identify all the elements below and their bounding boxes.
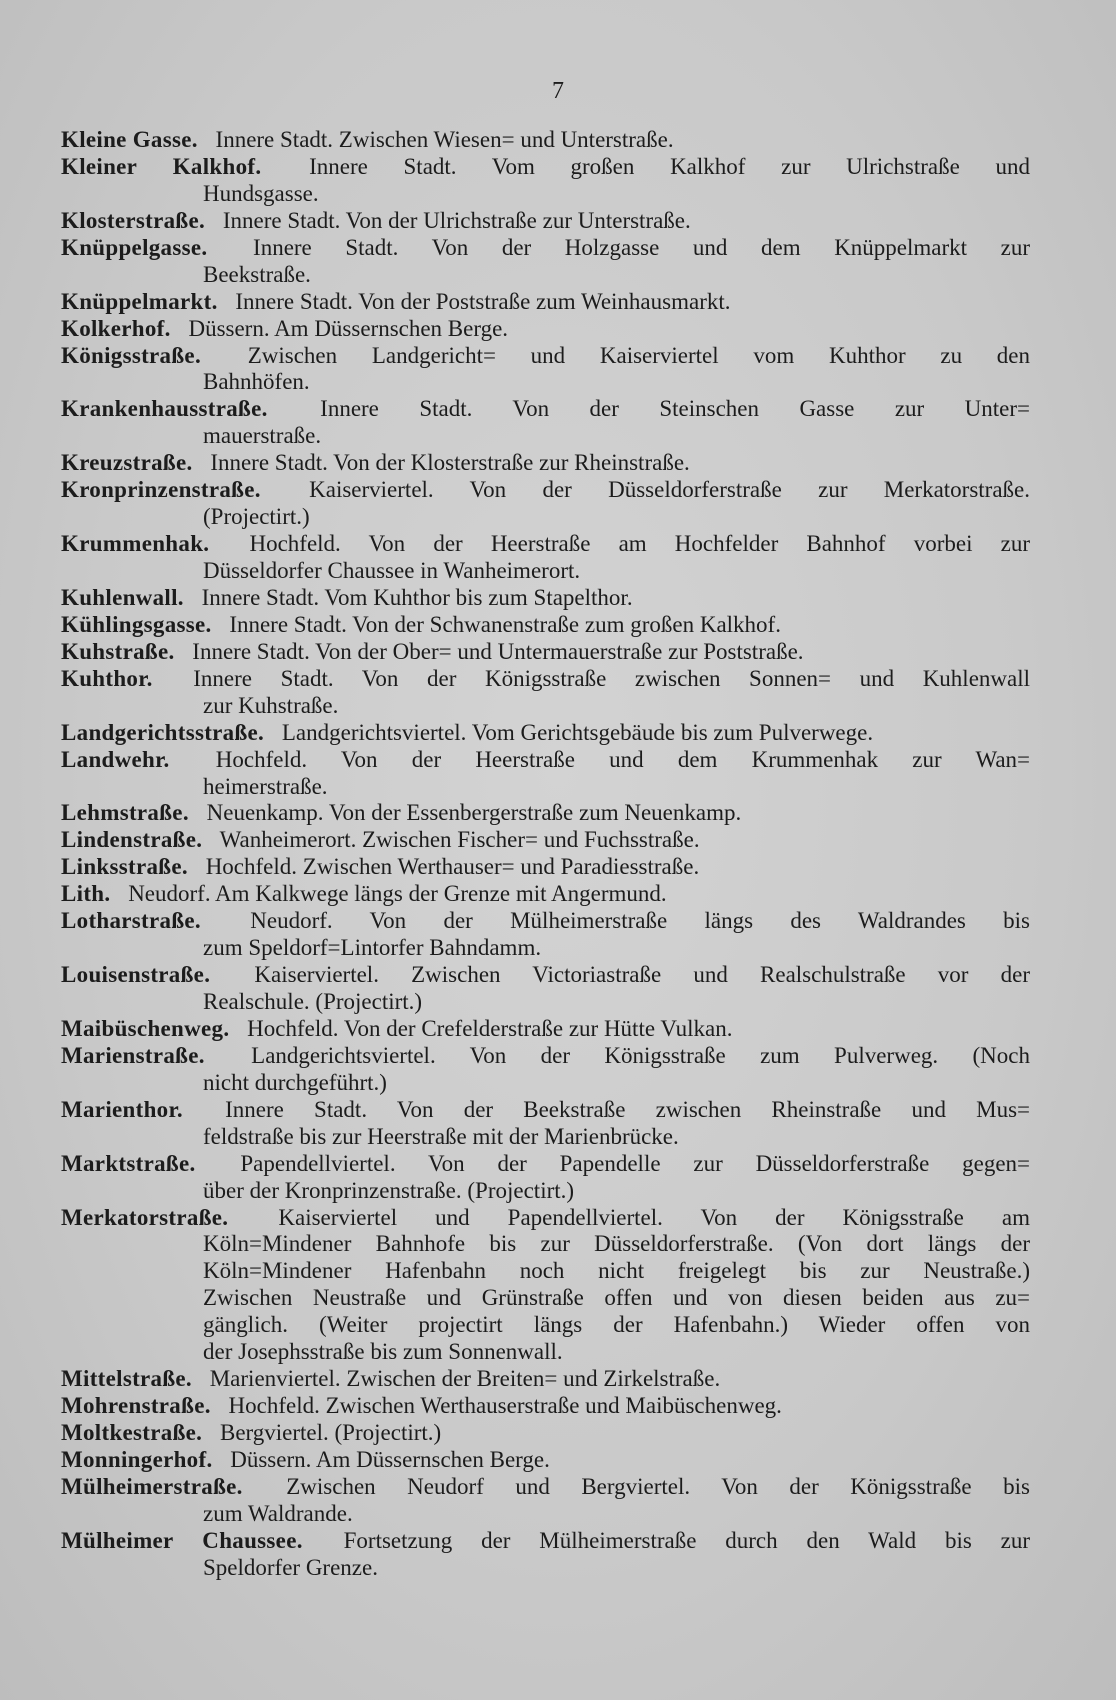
- directory-entry: [61, 747, 1030, 801]
- street-description: Innere Stadt. Von der Schwanenstraße zum großen Kalkhof.: [229, 611, 781, 637]
- street-description: Speldorfer Grenze.: [203, 1554, 378, 1580]
- entry-first-line: [61, 800, 1030, 827]
- directory-entry: [61, 316, 1030, 343]
- entry-first-line: [61, 1366, 1030, 1393]
- directory-entry: [61, 908, 1030, 962]
- street-description: Zwischen Landgericht= und Kaiserviertel vom Kuhthor zu den: [247, 342, 1030, 368]
- street-description: Innere Stadt. Von der Holzgasse und dem Knüppelmarkt zur: [253, 234, 1030, 260]
- entry-first-line: [61, 127, 1030, 154]
- entry-first-line: [61, 1016, 1030, 1043]
- directory-entry: [61, 1151, 1030, 1205]
- street-description: Hochfeld. Von der Heerstraße und dem Krummenhak zur Wan=: [215, 746, 1030, 772]
- street-description: Innere Stadt. Von der Ulrichstraße zur Unterstraße.: [222, 207, 691, 233]
- directory-entry: [61, 800, 1030, 827]
- street-description: feldstraße bis zur Heerstraße mit der Marienbrücke.: [203, 1123, 679, 1149]
- entry-first-line: [61, 208, 1030, 235]
- directory-entry: [61, 1474, 1030, 1528]
- street-description: Innere Stadt. Zwischen Wiesen= und Unterstraße.: [215, 127, 674, 152]
- street-description: Papendellviertel. Von der Papendelle zur Düsseldorferstraße gegen=: [240, 1150, 1030, 1176]
- directory-entry: [61, 127, 1030, 154]
- street-description: Innere Stadt. Von der Königsstraße zwischen Sonnen= und Kuhlenwall: [193, 665, 1030, 691]
- entry-continuation-line: [61, 1178, 1030, 1205]
- directory-entry: [61, 962, 1030, 1016]
- entry-first-line: [61, 343, 1030, 370]
- entry-continuation-line: [61, 369, 1030, 396]
- street-name: Königsstraße.: [61, 342, 201, 368]
- directory-entry: [61, 1447, 1030, 1474]
- street-description: Hochfeld. Zwischen Werthauser= und Paradiesstraße.: [205, 854, 700, 880]
- street-description: Zwischen Neustraße und Grünstraße offen und von diesen beiden aus zu=: [203, 1285, 1030, 1311]
- street-description: (Projectirt.): [203, 504, 310, 530]
- entry-first-line: [61, 585, 1030, 612]
- street-name: Marktstraße.: [61, 1150, 196, 1176]
- entry-first-line: [61, 1097, 1030, 1124]
- street-description: Hochfeld. Zwischen Werthauserstraße und Maibüschenweg.: [228, 1393, 782, 1419]
- street-name: Kronprinzenstraße.: [61, 477, 261, 503]
- street-name: Knüppelmarkt.: [61, 288, 218, 314]
- street-name: Kleine Gasse.: [61, 127, 198, 152]
- street-description: der Josephsstraße bis zum Sonnenwall.: [203, 1339, 563, 1365]
- entry-first-line: [61, 1205, 1030, 1232]
- street-description: Düsseldorfer Chaussee in Wanheimerort.: [203, 558, 581, 583]
- street-description: gänglich. (Weiter projectirt längs der Hafenbahn.) Wieder offen von: [203, 1312, 1030, 1338]
- directory-entry: [61, 1205, 1030, 1367]
- entry-continuation-line: [61, 935, 1030, 962]
- street-description: Innere Stadt. Von der Steinschen Gasse zur Unter=: [320, 396, 1030, 422]
- street-description: Düssern. Am Düssernschen Berge.: [230, 1446, 550, 1472]
- directory-entry: [61, 154, 1030, 208]
- directory-entry: [61, 854, 1030, 881]
- street-name: Mohrenstraße.: [61, 1393, 211, 1419]
- street-name: Maibüschenweg.: [61, 1015, 230, 1041]
- street-name: Kuhthor.: [61, 665, 153, 691]
- street-name: Lehmstraße.: [61, 800, 189, 826]
- street-name: Kolkerhof.: [61, 315, 171, 341]
- entry-first-line: [61, 477, 1030, 504]
- street-name: Krankenhausstraße.: [61, 396, 268, 422]
- street-description: Innere Stadt. Von der Poststraße zum Weinhausmarkt.: [235, 288, 731, 314]
- entry-first-line: [61, 881, 1030, 908]
- street-name: Kuhstraße.: [61, 638, 175, 664]
- street-name: Kreuzstraße.: [61, 450, 193, 476]
- entry-first-line: [61, 316, 1030, 343]
- entry-first-line: [61, 396, 1030, 423]
- street-name: Lith.: [61, 881, 111, 907]
- entry-continuation-line: [61, 774, 1030, 801]
- street-description: Kaiserviertel und Papendellviertel. Von der Königsstraße am: [278, 1204, 1030, 1230]
- street-description: Neuenkamp. Von der Essenbergerstraße zum Neuenkamp.: [206, 800, 742, 826]
- entry-first-line: [61, 854, 1030, 881]
- directory-entry: [61, 289, 1030, 316]
- street-description: Hochfeld. Von der Heerstraße am Hochfelder Bahnhof vorbei zur: [249, 531, 1030, 557]
- entry-first-line: [61, 154, 1030, 181]
- street-description: Bergviertel. (Projectirt.): [219, 1420, 442, 1445]
- street-description: Zwischen Neudorf und Bergviertel. Von der Königsstraße bis: [286, 1473, 1030, 1499]
- entry-continuation-line: [61, 1501, 1030, 1528]
- entry-first-line: [61, 827, 1030, 854]
- directory-entry: [61, 1097, 1030, 1151]
- entry-first-line: [61, 747, 1030, 774]
- entry-continuation-line: [61, 262, 1030, 289]
- directory-entry: [61, 720, 1030, 747]
- entry-continuation-line: [61, 1231, 1030, 1258]
- street-description: über der Kronprinzenstraße. (Projectirt.): [203, 1177, 575, 1203]
- entry-first-line: [61, 1420, 1030, 1447]
- street-description: Köln=Mindener Bahnhofe bis zur Düsseldorferstraße. (Von dort längs der: [203, 1231, 1030, 1257]
- directory-entry: [61, 612, 1030, 639]
- entry-first-line: [61, 531, 1030, 558]
- directory-entry: [61, 396, 1030, 450]
- directory-entry: [61, 639, 1030, 666]
- street-description: mauerstraße.: [203, 423, 322, 449]
- entry-first-line: [61, 720, 1030, 747]
- street-description: Kaiserviertel. Von der Düsseldorferstraße zur Merkatorstraße.: [309, 477, 1030, 503]
- street-name: Kühlingsgasse.: [61, 611, 212, 637]
- page-number: 7: [552, 78, 564, 104]
- entry-first-line: [61, 1447, 1030, 1474]
- directory-entry: [61, 477, 1030, 531]
- entry-first-line: [61, 1528, 1030, 1555]
- street-description: zum Waldrande.: [203, 1500, 353, 1526]
- directory-entry: [61, 450, 1030, 477]
- directory-entry: [61, 1420, 1030, 1447]
- entry-first-line: [61, 639, 1030, 666]
- street-description: Köln=Mindener Hafenbahn noch nicht freigelegt bis zur Neustraße.): [203, 1258, 1030, 1284]
- street-name: Linksstraße.: [61, 854, 188, 880]
- directory-entry: [61, 1016, 1030, 1043]
- street-description: nicht durchgeführt.): [203, 1069, 387, 1095]
- entry-first-line: [61, 1393, 1030, 1420]
- street-description: zur Kuhstraße.: [203, 692, 339, 718]
- directory-entry: [61, 208, 1030, 235]
- street-name: Mülheimerstraße.: [61, 1473, 243, 1499]
- street-name: Moltkestraße.: [61, 1420, 203, 1445]
- street-name: Monningerhof.: [61, 1446, 213, 1472]
- street-description: Innere Stadt. Von der Beekstraße zwischen Rheinstraße und Mus=: [225, 1096, 1030, 1122]
- street-description: Neudorf. Am Kalkwege längs der Grenze mit Angermund.: [128, 881, 667, 907]
- directory-entry: [61, 531, 1030, 585]
- street-name: Mülheimer Chaussee.: [61, 1527, 303, 1553]
- street-description: Hochfeld. Von der Crefelderstraße zur Hütte Vulkan.: [247, 1015, 733, 1041]
- directory-entry: [61, 666, 1030, 720]
- street-description: Innere Stadt. Vom großen Kalkhof zur Ulrichstraße und: [309, 153, 1030, 179]
- entry-continuation-line: [61, 1285, 1030, 1312]
- street-description: Kaiserviertel. Zwischen Victoriastraße und Realschulstraße vor der: [254, 962, 1030, 988]
- street-description: Innere Stadt. Von der Ober= und Untermauerstraße zur Poststraße.: [192, 638, 804, 664]
- street-description: Wanheimerort. Zwischen Fischer= und Fuchsstraße.: [219, 827, 700, 853]
- entry-continuation-line: [61, 1312, 1030, 1339]
- directory-entry: [61, 1528, 1030, 1582]
- street-directory: [61, 127, 1030, 1582]
- street-description: Bahnhöfen.: [203, 369, 310, 395]
- street-name: Knüppelgasse.: [61, 234, 208, 260]
- entry-continuation-line: [61, 1124, 1030, 1151]
- street-description: Düssern. Am Düssernschen Berge.: [188, 315, 509, 341]
- entry-first-line: [61, 235, 1030, 262]
- directory-entry: [61, 881, 1030, 908]
- street-description: Innere Stadt. Von der Klosterstraße zur Rheinstraße.: [210, 450, 690, 476]
- entry-continuation-line: [61, 1070, 1030, 1097]
- street-name: Merkatorstraße.: [61, 1204, 229, 1230]
- entry-continuation-line: [61, 693, 1030, 720]
- directory-entry: [61, 1366, 1030, 1393]
- entry-first-line: [61, 908, 1030, 935]
- entry-continuation-line: [61, 558, 1030, 585]
- street-description: zum Speldorf=Lintorfer Bahndamm.: [203, 935, 542, 961]
- street-name: Landgerichtsstraße.: [61, 719, 265, 745]
- entry-continuation-line: [61, 423, 1030, 450]
- street-name: Marienthor.: [61, 1096, 183, 1122]
- street-name: Klosterstraße.: [61, 207, 206, 233]
- street-description: Fortsetzung der Mülheimerstraße durch den Wald bis zur: [343, 1527, 1030, 1553]
- entry-continuation-line: [61, 504, 1030, 531]
- street-description: Realschule. (Projectirt.): [203, 989, 423, 1014]
- street-name: Kuhlenwall.: [61, 584, 184, 610]
- entry-continuation-line: [61, 1258, 1030, 1285]
- entry-first-line: [61, 1151, 1030, 1178]
- entry-first-line: [61, 962, 1030, 989]
- street-description: Landgerichtsviertel. Von der Königsstraße zum Pulverweg. (Noch: [251, 1042, 1030, 1068]
- street-name: Landwehr.: [61, 746, 170, 772]
- street-name: Marienstraße.: [61, 1042, 205, 1068]
- directory-entry: [61, 827, 1030, 854]
- directory-entry: [61, 1043, 1030, 1097]
- directory-entry: [61, 343, 1030, 397]
- entry-continuation-line: [61, 181, 1030, 208]
- entry-first-line: [61, 1474, 1030, 1501]
- directory-entry: [61, 585, 1030, 612]
- entry-first-line: [61, 612, 1030, 639]
- street-description: heimerstraße.: [203, 773, 328, 799]
- entry-continuation-line: [61, 989, 1030, 1016]
- entry-continuation-line: [61, 1339, 1030, 1366]
- entry-first-line: [61, 666, 1030, 693]
- street-description: Marienviertel. Zwischen der Breiten= und Zirkelstraße.: [209, 1366, 721, 1392]
- street-name: Lindenstraße.: [61, 827, 203, 853]
- street-name: Kleiner Kalkhof.: [61, 153, 262, 179]
- street-description: Innere Stadt. Vom Kuhthor bis zum Stapelthor.: [201, 584, 633, 610]
- street-description: Landgerichtsviertel. Vom Gerichtsgebäude bis zum Pulverwege.: [281, 719, 874, 745]
- street-name: Louisenstraße.: [61, 962, 211, 988]
- entry-first-line: [61, 1043, 1030, 1070]
- street-name: Lotharstraße.: [61, 908, 201, 934]
- entry-continuation-line: [61, 1555, 1030, 1582]
- directory-entry: [61, 1393, 1030, 1420]
- street-name: Mittelstraße.: [61, 1366, 192, 1392]
- street-description: Neudorf. Von der Mülheimerstraße längs des Waldrandes bis: [250, 908, 1030, 934]
- street-description: Hundsgasse.: [203, 180, 319, 206]
- street-description: Beekstraße.: [203, 261, 311, 287]
- entry-first-line: [61, 450, 1030, 477]
- entry-first-line: [61, 289, 1030, 316]
- street-name: Krummenhak.: [61, 531, 210, 557]
- directory-entry: [61, 235, 1030, 289]
